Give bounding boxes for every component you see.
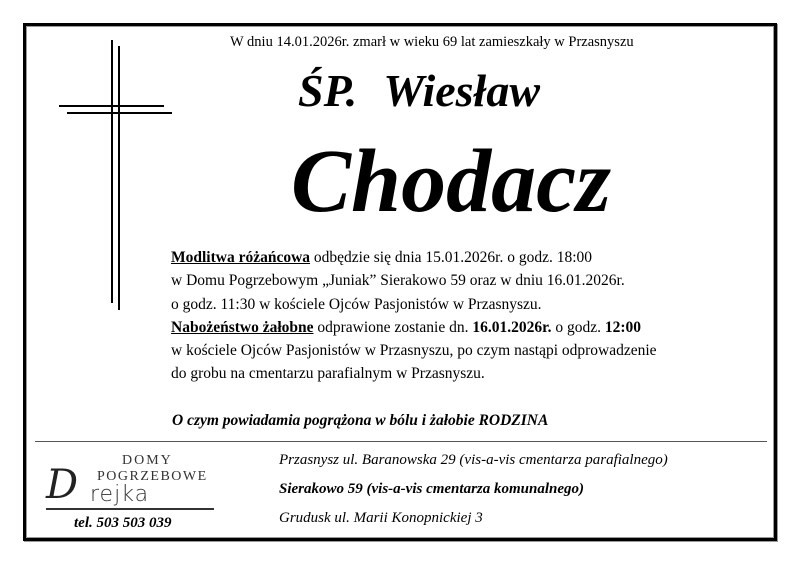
mass-line-1 bbox=[171, 316, 657, 339]
footer-divider bbox=[35, 441, 767, 442]
cross-vertical-line-2 bbox=[118, 46, 120, 310]
phone-number: tel. 503 503 039 bbox=[74, 515, 172, 531]
cross-vertical-line-1 bbox=[111, 40, 113, 303]
mass-date: 16.01.2026r. bbox=[472, 318, 552, 336]
rosary-line-3: o godz. 11:30 w kościele Ojców Pasjonistów w Przasnyszu. bbox=[171, 295, 542, 313]
rosary-text: odbędzie się dnia 15.01.2026r. o godz. 18:00 bbox=[310, 249, 593, 266]
deceased-first-name-heading bbox=[298, 64, 540, 117]
funeral-home-logo bbox=[44, 450, 219, 535]
family-notice: O czym powiadamia pogrążona w bólu i żałobie RODZINA bbox=[172, 412, 549, 429]
deceased-surname: Chodacz bbox=[291, 132, 612, 231]
address-przasnysz: Przasnysz ul. Baranowska 29 (vis-a-vis cmentarza parafialnego) bbox=[279, 452, 668, 468]
logo-line-domy: DOMY bbox=[122, 453, 173, 468]
death-announcement-line: W dniu 14.01.2026r. zmarł w wieku 69 lat zamieszkały w Przasnyszu bbox=[230, 34, 634, 50]
first-name: Wiesław bbox=[383, 65, 541, 116]
rosary-label: Modlitwa różańcowa bbox=[171, 249, 311, 266]
mass-time: 12:00 bbox=[604, 318, 642, 336]
ceremony-details bbox=[171, 246, 657, 386]
cross-horizontal-line-2 bbox=[67, 112, 172, 114]
memorial-prefix: ŚP. bbox=[298, 65, 358, 116]
cross-horizontal-line-1 bbox=[59, 105, 164, 107]
mass-text-a: odprawione zostanie dn. bbox=[313, 318, 473, 336]
logo-initial-icon: D bbox=[46, 462, 79, 508]
address-grudusk: Grudusk ul. Marii Konopnickiej 3 bbox=[279, 510, 483, 526]
mass-text-b: o godz. bbox=[551, 318, 605, 336]
logo-name: rejka bbox=[90, 482, 150, 507]
mass-line-2: w kościele Ojców Pasjonistów w Przasnyszu, po czym nastąpi odprowadzenie bbox=[171, 342, 657, 360]
mass-label: Nabożeństwo żałobne bbox=[171, 318, 314, 336]
logo-underline bbox=[46, 508, 214, 510]
rosary-line-1 bbox=[171, 246, 657, 269]
rosary-line-2: w Domu Pogrzebowym „Juniak” Sierakowo 59 oraz w dniu 16.01.2026r. bbox=[171, 272, 625, 290]
address-sierakowo: Sierakowo 59 (vis-a-vis cmentarza komunalnego) bbox=[279, 481, 585, 497]
mass-line-3: do grobu na cmentarzu parafialnym w Przasnyszu. bbox=[171, 365, 485, 383]
logo-line-pogrzebowe: POGRZEBOWE bbox=[97, 469, 208, 484]
